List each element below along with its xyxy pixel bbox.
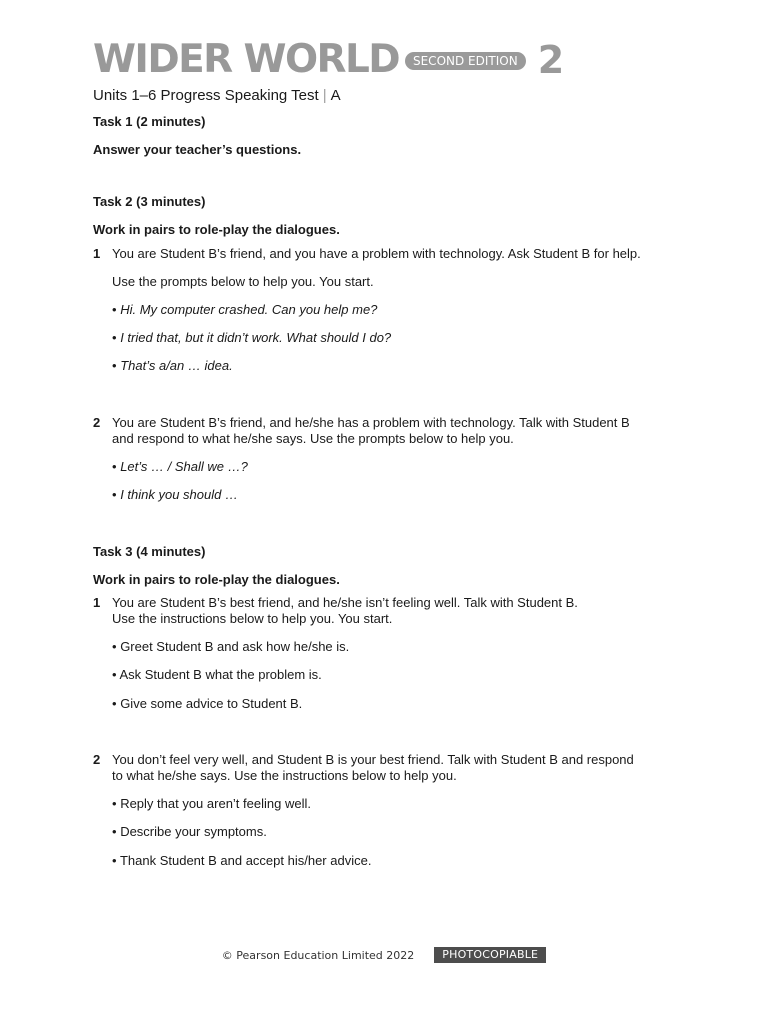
task2-item1-text2: Use the prompts below to help you. You start. [112,274,374,289]
task3-item2-text-line1: You don’t feel very well, and Student B is your best friend. Talk with Student B and respond [112,752,634,767]
task3-item1-text-line2: Use the instructions below to help you. You start. [112,611,393,626]
list-item [112,824,267,839]
task2-instruction: Work in pairs to role-play the dialogues. [93,222,340,237]
brand-header [93,37,565,82]
list-item [112,358,233,373]
level-number: 2 [537,38,565,82]
page-footer [0,947,768,963]
bullet-marker: • [112,330,117,345]
bullet-marker: • [112,358,117,373]
bullet-marker: • [112,824,117,839]
task1-heading: Task 1 (2 minutes) [93,114,206,129]
photocopiable-badge: PHOTOCOPIABLE [434,947,546,963]
brand-title: WIDER WORLD [93,37,399,82]
list-item [112,796,311,811]
list-item [112,459,248,474]
bullet-marker: • [112,796,117,811]
list-item [112,696,302,711]
bullet-text: I tried that, but it didn’t work. What should I do? [120,330,392,345]
subtitle-separator: | [322,87,327,104]
bullet-marker: • [112,639,117,654]
bullet-text: Let’s … / Shall we …? [120,459,248,474]
bullet-marker: • [112,459,117,474]
bullet-text: Give some advice to Student B. [120,696,303,711]
task2-item1-text: You are Student B’s friend, and you have a problem with technology. Ask Student B for help. [112,246,641,261]
bullet-marker: • [112,853,117,868]
copyright-text: © Pearson Education Limited 2022 [221,948,415,962]
task3-heading: Task 3 (4 minutes) [93,544,206,559]
task2-item2-number: 2 [93,415,101,430]
list-item [112,853,371,868]
task2-item2-text-line2: and respond to what he/she says. Use the prompts below to help you. [112,431,514,446]
bullet-marker: • [112,696,117,711]
task2-item1-number: 1 [93,246,101,261]
bullet-text: Thank Student B and accept his/her advice. [119,853,372,868]
task3-item1-number: 1 [93,595,101,610]
task3-item1-text-line1: You are Student B’s best friend, and he/she isn’t feeling well. Talk with Student B. [112,595,578,610]
bullet-text: That’s a/an … idea. [120,358,233,373]
list-item [112,330,391,345]
edition-badge: SECOND EDITION [405,52,526,70]
bullet-text: Hi. My computer crashed. Can you help me? [120,302,378,317]
task2-item2-text-line1: You are Student B’s friend, and he/she has a problem with technology. Talk with Student B [112,415,630,430]
task3-item2-text-line2: to what he/she says. Use the instructions below to help you. [112,768,457,783]
task3-item2-number: 2 [93,752,101,767]
test-subtitle [93,87,341,104]
list-item [112,639,349,654]
bullet-text: Greet Student B and ask how he/she is. [120,639,350,654]
list-item [112,667,322,682]
bullet-marker: • [112,667,117,682]
bullet-text: Ask Student B what the problem is. [119,667,322,682]
subtitle-main: Units 1–6 Progress Speaking Test [93,87,319,104]
bullet-marker: • [112,487,117,502]
bullet-text: Reply that you aren’t feeling well. [120,796,311,811]
bullet-text: Describe your symptoms. [120,824,267,839]
task3-instruction: Work in pairs to role-play the dialogues. [93,572,340,587]
task1-instruction: Answer your teacher’s questions. [93,142,302,157]
list-item [112,487,238,502]
bullet-marker: • [112,302,117,317]
subtitle-version: A [330,87,341,104]
list-item [112,302,377,317]
task2-heading: Task 2 (3 minutes) [93,194,206,209]
bullet-text: I think you should … [120,487,238,502]
